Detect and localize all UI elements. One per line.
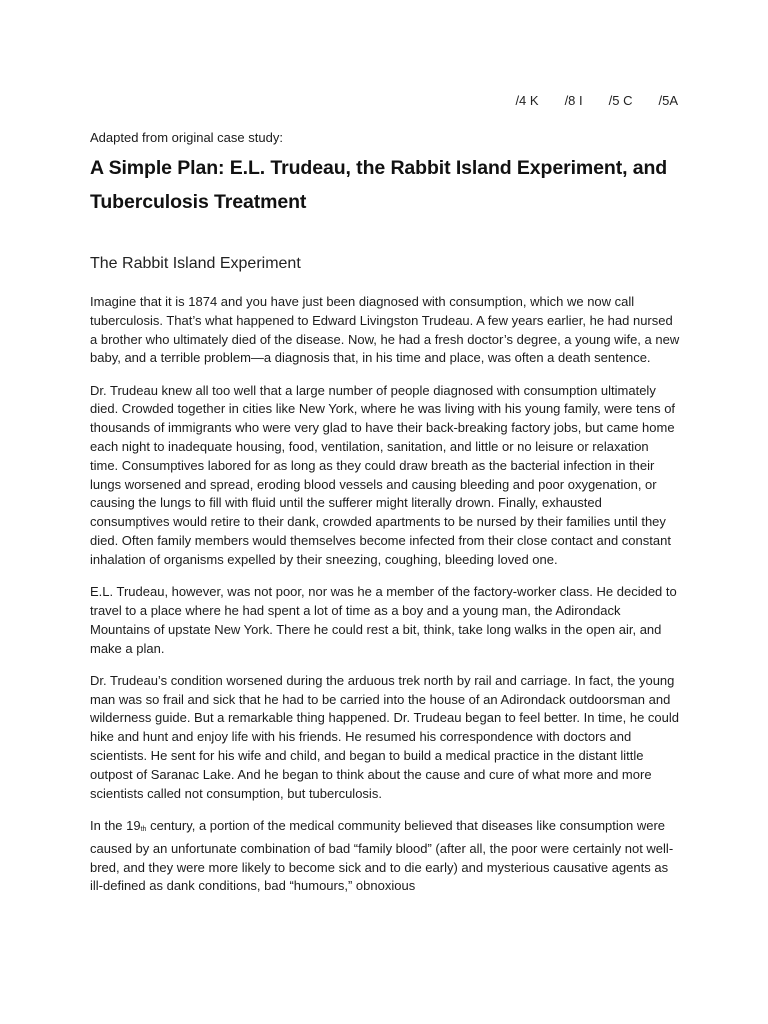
score-fields bbox=[515, 93, 678, 108]
score-c: /5 C bbox=[608, 93, 633, 108]
paragraph: Imagine that it is 1874 and you have just been diagnosed with consumption, which we now call tuberculosis. That’s what happened to Edward Livingston Trudeau. A few years earlier, he had nursed a brother who ultimately died of the disease. Now, he had a fresh doctor’s degree, a young wife, a new baby, and a terrible problem—a diagnosis that, in his time and place, was often a death sentence. bbox=[90, 294, 680, 366]
document-body bbox=[90, 130, 680, 910]
paragraph: E.L. Trudeau, however, was not poor, nor was he a member of the factory-worker class. He decided to travel to a place where he had spent a lot of time as a boy and a young man, the Adirondack Mountains of upstate New York. There he could rest a bit, think, take long walks in the open air, and make a plan. bbox=[90, 584, 677, 656]
section-heading: The Rabbit Island Experiment bbox=[90, 255, 301, 272]
score-a: /5A bbox=[658, 93, 678, 108]
page-title: A Simple Plan: E.L. Trudeau, the Rabbit Island Experiment, and Tuberculosis Treatment bbox=[90, 157, 668, 213]
paragraph: Dr. Trudeau’s condition worsened during the arduous trek north by rail and carriage. In fact, the young man was so frail and sick that he had to be carried into the house of an Adirondack outdoorsman and wilderness guide. But a remarkable thing happened. Dr. Trudeau began to feel better. In time, he could hike and hunt and enjoy life with his friends. He resumed his correspondence with doctors and scientists. He sent for his wife and child, and began to build a medical practice in the distant little outpost of Saranac Lake. And he began to think about the cause and cure of what more and more scientists called not consumption, but tuberculosis. bbox=[90, 672, 679, 801]
adapted-label: Adapted from original case study: bbox=[90, 130, 283, 145]
ordinal-suffix: th bbox=[140, 825, 147, 833]
paragraph-text-start: In the 19 bbox=[90, 817, 141, 833]
score-k: /4 K bbox=[515, 93, 539, 108]
paragraph-last bbox=[90, 817, 680, 896]
paragraph: Dr. Trudeau knew all too well that a large number of people diagnosed with consumption ultimately died. Crowded together in cities like New York, where he was living with his young family, were tens of thousands of immigrants who were very glad to have their back-breaking factory jobs, but came home each night to inadequate housing, food, ventilation, sanitation, and little or no leisure or relaxation time. Consumptives labored for as long as they could draw breath as the bacterial infection in their lungs worsened and spread, eroding blood vessels and causing bleeding and poor oxygenation, or causing the lungs to fill with fluid until the sufferer might literally drown. Finally, exhausted consumptives would retire to their dank, crowded apartments to be nursed by their families until they died. Often family members would themselves become infected from their close contact and constant inhalation of organisms expelled by their sneezing, coughing, bleeding loved one. bbox=[90, 382, 676, 567]
paragraph-text-rest: century, a portion of the medical community believed that diseases like consumption were caused by an unfortunate combination of bad “family blood” (after all, the poor were certainly not well-bred, and they were more likely to become sick and to die early) and mysterious causative agents as ill-defined as dank conditions, bad “humours,” obnoxious bbox=[90, 817, 674, 894]
score-i: /8 I bbox=[564, 93, 583, 108]
